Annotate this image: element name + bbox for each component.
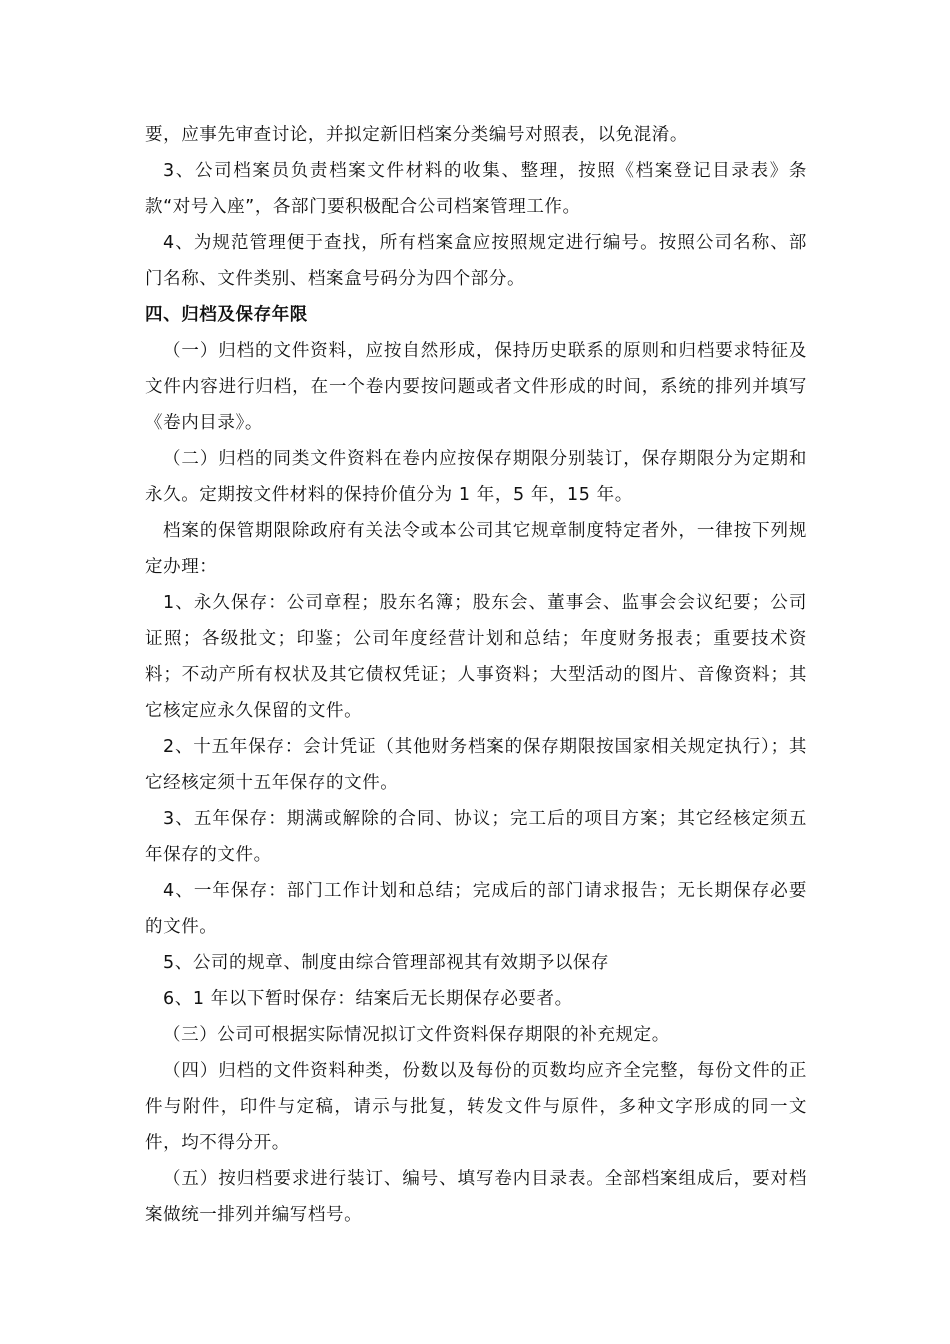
section-heading: 四、归档及保存年限 [145,305,308,325]
paragraph-retention-intro: 档案的保管期限除政府有关法令或本公司其它规章制度特定者外，一律按下列规定办理： [145,521,807,577]
paragraph-clause-4: （四）归档的文件资料种类，份数以及每份的页数均应齐全完整，每份文件的正件与附件，印件与定稿，请示与批复，转发文件与原件，多种文字形成的同一文件，均不得分开。 [145,1061,807,1153]
paragraph-retention-temporary: 6、1 年以下暂时保存：结案后无长期保存必要者。 [163,989,573,1009]
paragraph-clause-5: （五）按归档要求进行装订、编号、填写卷内目录表。全部档案组成后，要对档案做统一排列并编写档号。 [145,1169,807,1225]
paragraph-retention-5-years: 3、五年保存：期满或解除的合同、协议；完工后的项目方案；其它经核定须五年保存的文件。 [145,809,807,865]
paragraph-clause-2: （二）归档的同类文件资料在卷内应按保存期限分别装订，保存期限分为定期和永久。定期按文件材料的保持价值分为 1 年，5 年，15 年。 [145,449,807,505]
paragraph-retention-1-year: 4、一年保存：部门工作计划和总结；完成后的部门请求报告；无长期保存必要的文件。 [145,881,807,937]
paragraph-retention-permanent: 1、永久保存：公司章程；股东名簿；股东会、董事会、监事会会议纪要；公司证照；各级批文；印鉴；公司年度经营计划和总结；年度财务报表；重要技术资料；不动产所有权状及其它债权凭证；人事资料；大型活动的图片、音像资料；其它核定应永久保留的文件。 [145,593,807,721]
paragraph-retention-regulations: 5、公司的规章、制度由综合管理部视其有效期予以保存 [163,953,610,973]
paragraph-item-3: 3、公司档案员负责档案文件材料的收集、整理，按照《档案登记目录表》条款“对号入座”，各部门要积极配合公司档案管理工作。 [145,161,807,217]
paragraph-clause-3: （三）公司可根据实际情况拟订文件资料保存期限的补充规定。 [163,1025,670,1045]
paragraph-clause-1: （一）归档的文件资料，应按自然形成，保持历史联系的原则和归档要求特征及文件内容进行归档，在一个卷内要按问题或者文件形成的时间，系统的排列并填写《卷内目录》。 [145,341,807,433]
paragraph-item-4: 4、为规范管理便于查找，所有档案盒应按照规定进行编号。按照公司名称、部门名称、文件类别、档案盒号码分为四个部分。 [145,233,807,289]
document-page [145,117,807,1233]
paragraph-continuation: 要，应事先审查讨论，并拟定新旧档案分类编号对照表，以免混淆。 [145,125,688,145]
paragraph-retention-15-years: 2、十五年保存：会计凭证（其他财务档案的保存期限按国家相关规定执行）；其它经核定须十五年保存的文件。 [145,737,807,793]
